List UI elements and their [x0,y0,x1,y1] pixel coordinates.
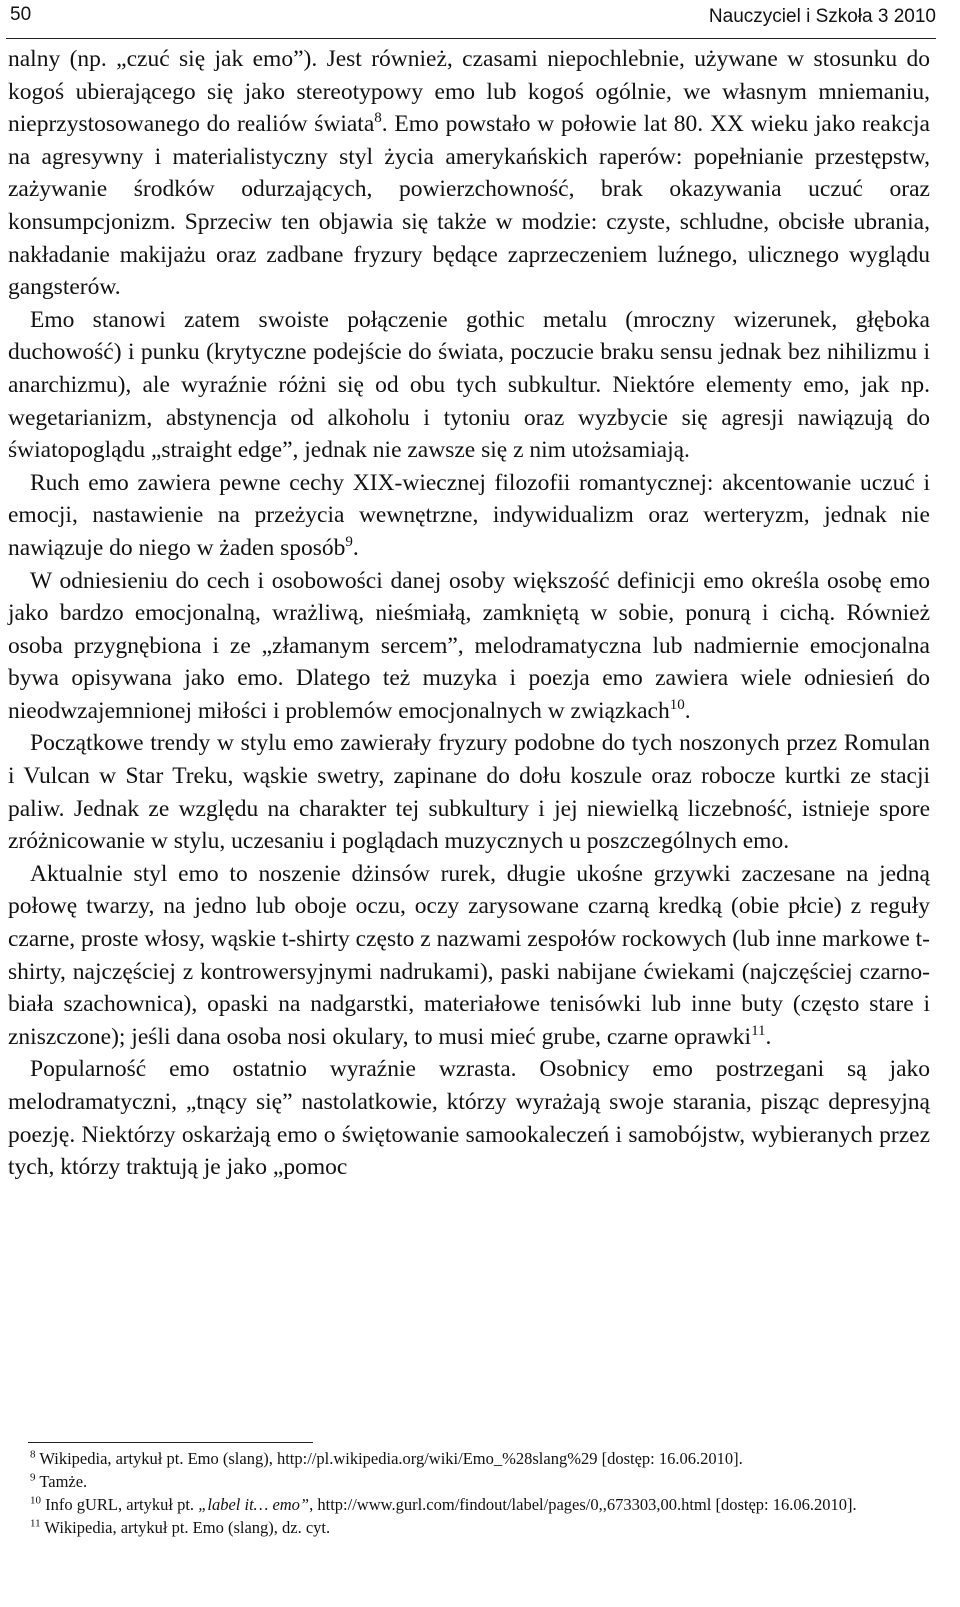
text-run: Emo stanowi zatem swoiste połączenie gothic metalu (mroczny wizerunek, głęboka duchowość) i punku (krytyczne podejście do świata, poczucie braku sensu jednak bez nihilizmu i anarchizmu), ale wyraźnie różni się od obu tych subkultur. Niektóre elementy emo, jak np. wegetarianizm, abstynencja od alkoholu i tytoniu oraz wyzbycie się agresji nawiązują do światopoglądu „straight edge”, jednak nie zawsze się z nim utożsamiają. [8,306,930,464]
text-run: Wikipedia, artykuł pt. Emo (slang), http://pl.wikipedia.org/wiki/Emo_%28slang%29 [dostęp: 16.06.2010]. [39,1449,743,1468]
page-number: 50 [10,4,32,25]
text-run: , http://www.gurl.com/findout/label/pages/0,,673303,00.html [dostęp: 16.06.2010]. [309,1495,857,1514]
paragraph [8,858,930,1054]
text-run: Info gURL, artykuł pt. [45,1495,199,1514]
text-run: Wikipedia, artykuł pt. Emo (slang), dz. cyt. [44,1518,331,1537]
footnote [8,1470,930,1493]
footnote-reference: 10 [669,697,685,714]
footnote-separator [28,1442,313,1443]
journal-title: Nauczyciel i Szkoła 3 2010 [708,6,936,27]
footnotes [8,1442,930,1539]
text-run: . [352,534,359,561]
footnote-reference: 8 [374,110,382,127]
footnote-reference: 11 [751,1022,766,1039]
footnote-number: 8 [30,1448,36,1461]
paragraph [8,467,930,565]
body-text [8,43,930,1184]
text-run: Początkowe trendy w stylu emo zawierały fryzury podobne do tych noszonych przez Romulan i Vulcan w Star Treku, wąskie swetry, zapinane do dołu koszule oraz robocze kurtki ze stacji paliw. Jednak ze względu na charakter tej subkultury i jej niewielką liczebność, istnieje spore zróżnicowanie w stylu, uczesaniu i poglądach muzycznych u poszczególnych emo. [8,730,930,855]
footnote-number: 10 [30,1494,41,1507]
paragraph [8,43,930,304]
footnote [8,1493,930,1516]
paragraph [8,565,930,728]
text-run: Popularność emo ostatnio wyraźnie wzrasta. Osobnicy emo postrzegani są jako melodramatyczni, „tnący się” nastolatkowie, którzy wyrażają swoje starania, pisząc depresyjną poezję. Niektórzy oskarżają emo o świętowanie samookaleczeń i samobójstw, wybieranych przez tych, którzy traktują je jako „pomoc [8,1056,930,1181]
text-run: . [684,697,691,724]
text-run: Tamże. [39,1472,88,1491]
paragraph [8,1053,930,1183]
footnote-number: 11 [30,1517,41,1530]
italic-text: „label it… emo” [198,1495,310,1514]
text-run: nalny (np. „czuć się jak emo”). Jest również, czasami niepochlebnie, używane w stosunku do kogoś ubierającego się jako stereotypowy emo lub kogoś ogólnie, we własnym mniemaniu, nieprzystosowanego do realiów świata [8,46,930,138]
text-run: . [765,1023,772,1050]
text-run: . Emo powstało w połowie lat 80. XX wieku jako reakcja na agresywny i materialistyczny styl życia amerykańskich raperów: popełnianie przestępstw, zażywanie środków odurzających, powierzchowność, brak okazywania uczuć oraz konsumpcjonizm. Sprzeciw ten objawia się także w modzie: czyste, schludne, obcisłe ubrania, nakładanie makijażu oraz zadbane fryzury będące zaprzeczeniem luźnego, ulicznego wyglądu gangsterów. [8,111,930,301]
text-run: Ruch emo zawiera pewne cechy XIX-wiecznej filozofii romantycznej: akcentowanie uczuć i emocji, nastawienie na przeżycia wewnętrzne, indywidualizm oraz werteryzm, jednak nie nawiązuje do niego w żaden sposób [8,469,930,561]
footnote [8,1447,930,1470]
paragraph [8,304,930,467]
footnote-number: 9 [30,1471,36,1484]
text-run: W odniesieniu do cech i osobowości danej osoby większość definicji emo określa osobę emo jako bardzo emocjonalną, wrażliwą, nieśmiałą, zamkniętą w sobie, ponurą i cichą. Również osoba przygnębiona i ze „złamanym sercem”, melodramatyczna lub nadmiernie emocjonalna bywa opisywana jako emo. Dlatego też muzyka i poezja emo zawiera wiele odniesień do nieodwzajemnionej miłości i problemów emocjonalnych w związkach [8,567,930,724]
footnote [8,1516,930,1539]
text-run: Aktualnie styl emo to noszenie dżinsów rurek, długie ukośne grzywki zaczesane na jedną połowę twarzy, na jedno lub oboje oczu, oczy zarysowane czarną kredką (obie płcie) z reguły czarne, proste włosy, wąskie t-shirty często z nazwami zespołów rockowych (lub inne markowe t-shirty, najczęściej z kontrowersyjnymi nadrukami), paski nabijane ćwiekami (najczęściej czarno-biała szachownica), opaski na nadgarstki, materiałowe tenisówki lub inne buty (często stare i zniszczone); jeśli dana osoba nosi okulary, to musi mieć grube, czarne oprawki [8,860,930,1050]
running-header [6,0,936,39]
footnote-reference: 9 [345,534,353,551]
paragraph [8,727,930,857]
